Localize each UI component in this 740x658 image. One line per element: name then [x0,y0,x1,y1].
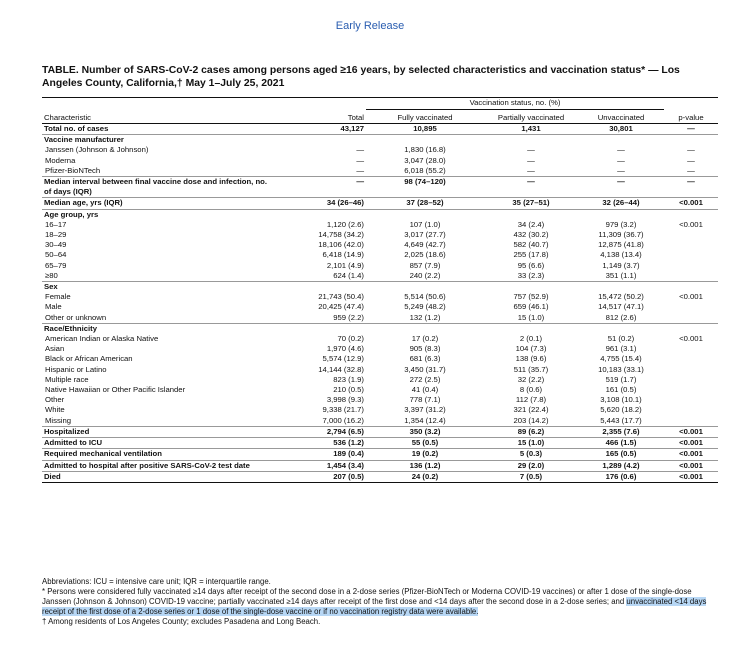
p-value-cell: <0.001 [664,426,718,437]
p-value-cell [664,375,718,385]
fully-vaccinated-cell: 240 (2.2) [409,270,441,280]
partially-vaccinated-cell: 5 (0.3) [484,449,578,460]
total-cell: 959 (2.2) [333,312,364,322]
p-value-cell: <0.001 [664,460,718,471]
total-cell: 9,338 (21.7) [322,405,364,415]
total-cell: 1,970 (4.6) [326,344,364,354]
table-row [42,177,718,198]
fully-vaccinated-cell: 37 (28–52) [366,198,484,209]
fully-vaccinated-cell: 24 (0.2) [366,471,484,482]
row-label: Hospitalized [42,426,274,437]
unvaccinated-cell: 519 (1.7) [605,374,637,384]
table-title: TABLE. Number of SARS-CoV-2 cases among persons aged ≥16 years, by selected characteristics and vaccination status* — Los Angeles County, California,† May 1–July 25, 2021 [42,65,680,89]
table-row [42,166,718,177]
p-value-cell [664,344,718,354]
fully-vaccinated-cell: 5,514 (50.6) [404,292,446,302]
row-label: Janssen (Johnson & Johnson) [45,145,149,155]
partially-vaccinated-cell: — [484,177,578,198]
p-value-cell [664,209,718,220]
p-value-cell: — [664,177,718,198]
p-value-cell [664,354,718,364]
table-row [42,471,718,482]
unvaccinated-cell: 4,138 (13.4) [600,250,642,260]
fully-vaccinated-cell: 6,018 (55.2) [404,165,446,175]
fully-vaccinated-cell [366,135,484,146]
unvaccinated-cell: — [578,177,664,198]
total-cell: 21,743 (50.4) [318,292,364,302]
fully-vaccinated-cell: 2,025 (18.6) [404,250,446,260]
total-cell [274,209,366,220]
unvaccinated-cell: 11,309 (36.7) [598,230,644,240]
table-row [42,460,718,471]
table-row [42,334,718,344]
unvaccinated-cell [578,209,664,220]
fully-vaccinated-cell: 272 (2.5) [409,374,441,384]
table-row [42,416,718,427]
row-label: Sex [42,282,274,293]
row-label: Race/Ethnicity [42,323,274,334]
footnotes [42,577,718,627]
total-cell [274,323,366,334]
unvaccinated-cell: 10,183 (33.1) [598,364,644,374]
unvaccinated-cell: 15,472 (50.2) [598,292,644,302]
fully-vaccinated-cell: 681 (6.3) [409,354,441,364]
partially-vaccinated-cell: 15 (1.0) [484,438,578,449]
partially-vaccinated-cell: 8 (0.6) [519,385,543,395]
fully-vaccinated-cell: 778 (7.1) [409,395,441,405]
vaccination-definition-text: * Persons were considered fully vaccinated ≥14 days after receipt of the second dose in a 2-dose series (Pfizer-BioNTech or Moderna COVID-19 vaccines) or after 1 dose of the single-dose Janssen (Johnson & Johnson) COVID-19 vaccine; partially vaccinated ≥14 days after receipt of the first dose and <14 days after the second dose in a 2-dose series; and [42,587,692,606]
fully-vaccinated-cell: 41 (0.4) [411,385,439,395]
p-value-cell [664,313,718,324]
unvaccinated-cell: 2,355 (7.6) [578,426,664,437]
row-label: Male [45,302,62,312]
column-header-p-value: p-value [664,110,718,124]
partially-vaccinated-cell: 33 (2.3) [517,270,545,280]
table-row [42,385,718,395]
partially-vaccinated-cell: 34 (2.4) [517,219,545,229]
row-label: ≥80 [45,270,58,280]
partially-vaccinated-cell: 35 (27–51) [484,198,578,209]
residence-note: † Among residents of Los Angeles County; excludes Pasadena and Long Beach. [42,617,321,626]
total-cell: 70 (0.2) [337,334,364,344]
unvaccinated-cell [578,323,664,334]
table-row [42,145,718,155]
row-label: Asian [45,344,65,354]
total-cell: 823 (1.9) [333,374,364,384]
vaccination-status-label: Vaccination status, no. (%) [366,98,664,110]
p-value-cell: <0.001 [664,438,718,449]
table-row [42,449,718,460]
table-row [42,395,718,405]
table-row [42,198,718,209]
table-row [42,250,718,260]
cases-table [42,97,718,483]
partially-vaccinated-cell: 2 (0.1) [519,334,543,344]
table-row [42,209,718,220]
unvaccinated-cell: 5,620 (18.2) [600,405,642,415]
unvaccinated-cell [578,135,664,146]
row-label: Black or African American [45,354,133,364]
total-cell: 2,794 (6.5) [274,426,366,437]
partially-vaccinated-cell: 104 (7.3) [515,344,547,354]
p-value-cell: <0.001 [664,198,718,209]
row-label: Total no. of cases [44,124,109,133]
row-label: Admitted to ICU [42,438,274,449]
table-row [42,220,718,230]
unvaccinated-cell: 165 (0.5) [578,449,664,460]
p-value-cell: <0.001 [679,219,703,229]
p-value-cell: — [687,165,695,175]
p-value-cell [664,405,718,415]
abbreviations-note: Abbreviations: ICU = intensive care unit; IQR = interquartile range. [42,577,271,586]
fully-vaccinated-cell: 857 (7.9) [409,260,441,270]
row-label: 50–64 [45,250,67,260]
fully-vaccinated-cell: 350 (3.2) [366,426,484,437]
table-body [42,124,718,483]
total-cell: — [356,155,364,165]
unvaccinated-cell: 1,149 (3.7) [602,260,640,270]
table-row [42,323,718,334]
column-header-unvaccinated: Unvaccinated [578,110,664,124]
table-container [42,97,718,483]
total-cell: 14,144 (32.8) [318,364,364,374]
unvaccinated-cell: 14,517 (47.1) [598,302,644,312]
vaccination-status-header-row [42,98,718,110]
p-value-cell: <0.001 [664,471,718,482]
partially-vaccinated-cell: 32 (2.2) [517,374,545,384]
partially-vaccinated-cell [484,209,578,220]
total-cell: 2,101 (4.9) [326,260,364,270]
unvaccinated-cell: — [617,155,625,165]
table-row [42,230,718,240]
p-value-cell [664,323,718,334]
unvaccinated-cell: 1,289 (4.2) [578,460,664,471]
p-value-cell [664,416,718,427]
total-cell: 14,758 (34.2) [318,230,364,240]
total-cell: 1,454 (3.4) [274,460,366,471]
table-row [42,344,718,354]
total-cell: 20,425 (47.4) [318,302,364,312]
total-cell: 624 (1.4) [333,270,364,280]
table-row [42,426,718,437]
partially-vaccinated-cell: 89 (6.2) [484,426,578,437]
highlighted-unvaccinated-definition: unvaccinated <14 days receipt of the first dose of a 2-dose series or 1 dose of the single-dose vaccine or if no vaccination registry data were available. [42,597,707,616]
p-value-cell: — [687,155,695,165]
partially-vaccinated-cell: 757 (52.9) [513,292,549,302]
partially-vaccinated-cell: 138 (9.6) [515,354,547,364]
total-cell [274,135,366,146]
partially-vaccinated-cell [484,135,578,146]
table-row [42,282,718,293]
p-value-cell: <0.001 [679,334,703,344]
total-cell: 189 (0.4) [274,449,366,460]
total-cell: 1,120 (2.6) [326,219,364,229]
partially-vaccinated-cell: 432 (30.2) [513,230,549,240]
row-label: 65–79 [45,260,67,270]
row-label: American Indian or Alaska Native [45,334,159,344]
early-release-label: Early Release [335,20,405,32]
total-cell: 207 (0.5) [274,471,366,482]
p-value-cell: — [687,145,695,155]
fully-vaccinated-cell: 132 (1.2) [409,312,441,322]
row-label: Missing [45,415,72,425]
unvaccinated-cell: 30,801 [609,124,633,133]
total-cell [274,282,366,293]
table-row [42,302,718,312]
total-cell: — [356,145,364,155]
row-label: Required mechanical ventilation [42,449,274,460]
fully-vaccinated-cell: 3,450 (31.7) [404,364,446,374]
row-label: Hispanic or Latino [45,364,107,374]
p-value-cell: <0.001 [664,449,718,460]
p-value-cell [664,240,718,250]
total-cell: 18,106 (42.0) [318,240,364,250]
table-row [42,135,718,146]
fully-vaccinated-cell: 905 (8.3) [409,344,441,354]
unvaccinated-cell: 961 (3.1) [605,344,637,354]
fully-vaccinated-cell: 1,830 (16.8) [404,145,446,155]
partially-vaccinated-cell: — [527,145,535,155]
p-value-cell [664,250,718,260]
partially-vaccinated-cell: 203 (14.2) [513,415,549,425]
p-value-cell: — [687,124,695,133]
row-label: Median interval between final vaccine dose and infection, no. of days (IQR) [42,177,274,198]
p-value-cell [664,302,718,312]
p-value-cell [664,230,718,240]
total-cell: — [356,165,364,175]
fully-vaccinated-cell: 4,649 (42.7) [404,240,446,250]
fully-vaccinated-cell [366,282,484,293]
unvaccinated-cell: 3,108 (10.1) [600,395,642,405]
fully-vaccinated-cell: 3,397 (31.2) [404,405,446,415]
table-row [42,124,718,135]
partially-vaccinated-cell: 29 (2.0) [484,460,578,471]
partially-vaccinated-cell: 255 (17.8) [513,250,549,260]
table-row [42,292,718,302]
row-label: Vaccine manufacturer [42,135,274,146]
unvaccinated-cell: 5,443 (17.7) [600,415,642,425]
fully-vaccinated-cell: 1,354 (12.4) [404,415,446,425]
row-label: Median age, yrs (IQR) [42,198,274,209]
unvaccinated-cell: 176 (0.6) [578,471,664,482]
partially-vaccinated-cell: 582 (40.7) [513,240,549,250]
fully-vaccinated-cell [366,323,484,334]
row-label: Native Hawaiian or Other Pacific Islander [45,385,186,395]
total-cell: 5,574 (12.9) [322,354,364,364]
column-header-total: Total [274,110,366,124]
row-label: White [45,405,65,415]
partially-vaccinated-cell: 1,431 [521,124,541,133]
fully-vaccinated-cell: 136 (1.2) [366,460,484,471]
row-label: Other [45,395,65,405]
unvaccinated-cell: 161 (0.5) [605,385,637,395]
fully-vaccinated-cell: 107 (1.0) [409,219,441,229]
row-label: Other or unknown [45,312,107,322]
fully-vaccinated-cell: 19 (0.2) [366,449,484,460]
column-header-fully-vaccinated: Fully vaccinated [366,110,484,124]
row-label: 18–29 [45,230,67,240]
total-cell: 7,000 (16.2) [322,415,364,425]
table-row [42,375,718,385]
column-header-row [42,110,718,124]
unvaccinated-cell: — [617,145,625,155]
partially-vaccinated-cell: 95 (6.6) [517,260,545,270]
fully-vaccinated-cell: 3,017 (27.7) [404,230,446,240]
p-value-cell [664,395,718,405]
vaccination-definition-note [42,587,718,617]
partially-vaccinated-cell: — [527,155,535,165]
partially-vaccinated-cell: 321 (22.4) [513,405,549,415]
total-cell: 43,127 [340,124,364,133]
fully-vaccinated-cell: 5,249 (48.2) [404,302,446,312]
fully-vaccinated-cell: 3,047 (28.0) [404,155,446,165]
unvaccinated-cell: 466 (1.5) [578,438,664,449]
partially-vaccinated-cell: — [527,165,535,175]
unvaccinated-cell: 979 (3.2) [605,219,637,229]
table-row [42,261,718,271]
unvaccinated-cell: 32 (26–44) [578,198,664,209]
table-row [42,240,718,250]
p-value-cell [664,385,718,395]
partially-vaccinated-cell: 511 (35.7) [513,364,549,374]
fully-vaccinated-cell: 98 (74–120) [366,177,484,198]
column-header-characteristic: Characteristic [42,110,274,124]
unvaccinated-cell: 51 (0.2) [607,334,635,344]
row-label: Died [42,471,274,482]
table-row [42,271,718,282]
partially-vaccinated-cell [484,323,578,334]
row-label: Multiple race [45,374,89,384]
fully-vaccinated-cell: 17 (0.2) [411,334,439,344]
partially-vaccinated-cell: 659 (46.1) [513,302,549,312]
fully-vaccinated-cell: 55 (0.5) [366,438,484,449]
row-label: 16–17 [45,219,67,229]
unvaccinated-cell [578,282,664,293]
p-value-cell [664,282,718,293]
total-cell: 536 (1.2) [274,438,366,449]
partially-vaccinated-cell: 112 (7.8) [515,395,547,405]
p-value-cell [664,271,718,282]
total-cell: 210 (0.5) [333,385,364,395]
row-label: Pfizer-BioNTech [45,165,101,175]
table-row [42,313,718,324]
unvaccinated-cell: 812 (2.6) [605,312,637,322]
table-row [42,405,718,415]
column-header-partially-vaccinated: Partially vaccinated [484,110,578,124]
row-label: Moderna [45,155,76,165]
table-row [42,156,718,166]
row-label: Admitted to hospital after positive SARS-CoV-2 test date [42,460,274,471]
partially-vaccinated-cell [484,282,578,293]
partially-vaccinated-cell: 7 (0.5) [484,471,578,482]
p-value-cell: <0.001 [679,292,703,302]
row-label: Female [45,292,71,302]
p-value-cell [664,261,718,271]
table-row [42,365,718,375]
table-row [42,438,718,449]
unvaccinated-cell: — [617,165,625,175]
table-row [42,354,718,364]
fully-vaccinated-cell [366,209,484,220]
fully-vaccinated-cell: 10,895 [413,124,437,133]
partially-vaccinated-cell: 15 (1.0) [517,312,545,322]
p-value-cell [664,135,718,146]
total-cell: 34 (26–46) [274,198,366,209]
total-cell: 3,998 (9.3) [326,395,364,405]
row-label: Age group, yrs [42,209,274,220]
row-label: 30–49 [45,240,67,250]
unvaccinated-cell: 12,875 (41.8) [598,240,644,250]
unvaccinated-cell: 351 (1.1) [605,270,637,280]
total-cell: 6,418 (14.9) [322,250,364,260]
p-value-cell [664,365,718,375]
total-cell: — [274,177,366,198]
unvaccinated-cell: 4,755 (15.4) [600,354,642,364]
